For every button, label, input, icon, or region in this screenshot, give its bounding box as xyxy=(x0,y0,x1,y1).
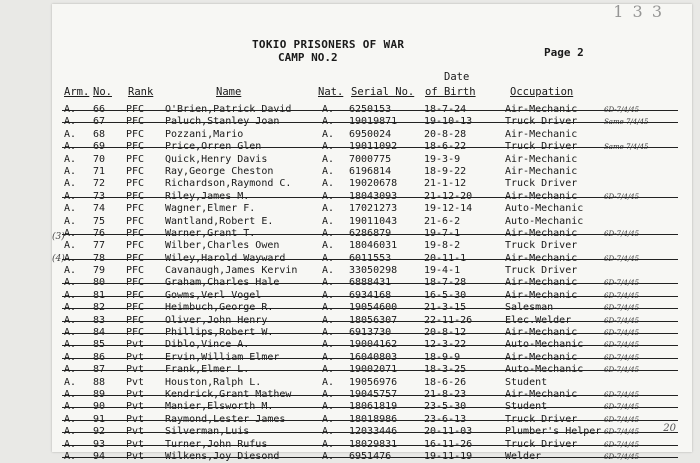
serial-cell: 19019871 xyxy=(349,116,398,128)
birth-date-cell: 23-5-30 xyxy=(424,401,467,413)
birth-date-cell: 20-11-03 xyxy=(424,426,473,438)
name-cell: Oliver,John Henry xyxy=(165,314,268,326)
name-cell: Gowms,Verl Vogel xyxy=(165,289,262,301)
occupation-cell: Truck Driver xyxy=(505,438,578,450)
number-cell: 73 xyxy=(93,190,106,202)
number-cell: 83 xyxy=(93,314,106,326)
rank-cell: PFC xyxy=(126,252,145,264)
nationality-cell: A. xyxy=(322,190,335,202)
occupation-cell: Air-Mechanic xyxy=(505,289,578,301)
handwritten-note: 6D-7/4/45 xyxy=(604,403,640,412)
name-cell: Ray,George Cheston xyxy=(165,165,274,177)
occupation-cell: Truck Driver xyxy=(505,265,578,277)
serial-cell: 18029831 xyxy=(349,438,398,450)
table-row xyxy=(64,178,684,190)
arm-cell: A. xyxy=(64,314,77,326)
number-cell: 80 xyxy=(93,277,106,289)
nationality-cell: A. xyxy=(322,413,335,425)
rank-cell: Pvt xyxy=(126,413,145,425)
birth-date-cell: 19-10-13 xyxy=(424,116,473,128)
handwritten-note: 6D-7/4/45 xyxy=(604,291,640,300)
number-cell: 77 xyxy=(93,240,106,252)
document-page xyxy=(52,2,692,462)
rank-cell: PFC xyxy=(126,165,145,177)
name-cell: Phillips,Robert W. xyxy=(165,327,274,339)
rank-cell: PFC xyxy=(126,190,145,202)
name-cell: Houston,Ralph L. xyxy=(165,376,262,388)
birth-date-cell: 12-3-22 xyxy=(424,339,467,351)
arm-cell: A. xyxy=(64,203,77,215)
arm-cell: A. xyxy=(64,165,77,177)
birth-date-cell: 20-8-28 xyxy=(424,128,467,140)
arm-cell: A. xyxy=(64,388,77,400)
table-row xyxy=(64,414,684,426)
arm-cell: A. xyxy=(64,252,77,264)
rank-cell: Pvt xyxy=(126,351,145,363)
rank-cell: PFC xyxy=(126,302,145,314)
name-cell: Pozzani,Mario xyxy=(165,128,244,140)
number-cell: 90 xyxy=(93,401,106,413)
serial-cell: 19056976 xyxy=(349,376,398,388)
table-row xyxy=(64,302,684,314)
name-cell: Wilber,Charles Owen xyxy=(165,240,280,252)
column-header-rank: Rank xyxy=(128,86,154,98)
table-row xyxy=(64,352,684,364)
nationality-cell: A. xyxy=(322,215,335,227)
birth-date-cell: 16-11-26 xyxy=(424,438,473,450)
table-row xyxy=(64,166,684,178)
table-row xyxy=(64,389,684,401)
birth-date-cell: 21-1-12 xyxy=(424,178,467,190)
table-row xyxy=(64,154,684,166)
birth-date-cell: 18-7-24 xyxy=(424,104,467,115)
serial-cell: 19002071 xyxy=(349,364,398,376)
serial-cell: 12033446 xyxy=(349,426,398,438)
number-cell: 92 xyxy=(93,426,106,438)
nationality-cell: A. xyxy=(322,401,335,413)
table-row xyxy=(64,253,684,265)
number-cell: 88 xyxy=(93,376,106,388)
occupation-cell: Salesman xyxy=(505,302,554,314)
birth-date-cell: 18-7-28 xyxy=(424,277,467,289)
serial-cell: 19011092 xyxy=(349,141,398,153)
serial-cell: 19011043 xyxy=(349,215,398,227)
nationality-cell: A. xyxy=(322,351,335,363)
handwritten-note: 6D-7/4/45 xyxy=(604,390,640,399)
name-cell: Frank,Elmer L. xyxy=(165,364,250,376)
footer-page-mark: 20 xyxy=(663,423,676,434)
column-header-nat: Nat. xyxy=(318,86,344,98)
rank-cell: PFC xyxy=(126,314,145,326)
number-cell: 79 xyxy=(93,265,106,277)
number-cell: 84 xyxy=(93,327,106,339)
occupation-cell: Air-Mechanic xyxy=(505,104,578,115)
number-cell: 85 xyxy=(93,339,106,351)
nationality-cell: A. xyxy=(322,165,335,177)
arm-cell: A. xyxy=(64,289,77,301)
occupation-cell: Air-Mechanic xyxy=(505,190,578,202)
page-number: Page 2 xyxy=(544,46,584,59)
margin-mark-3: (3) xyxy=(52,232,65,242)
serial-cell: 6934168 xyxy=(349,289,392,301)
number-cell: 94 xyxy=(93,450,106,462)
occupation-cell: Truck Driver xyxy=(505,141,578,153)
arm-cell: A. xyxy=(64,141,77,153)
name-cell: Warner,Grant T. xyxy=(165,227,256,239)
arm-cell: A. xyxy=(64,190,77,202)
number-cell: 72 xyxy=(93,178,106,190)
rank-cell: Pvt xyxy=(126,401,145,413)
rank-cell: PFC xyxy=(126,116,145,128)
nationality-cell: A. xyxy=(322,178,335,190)
name-cell: Wiley,Harold Wayward xyxy=(165,252,286,264)
handwritten-note: 6D-7/4/45 xyxy=(604,304,640,313)
table-row xyxy=(64,364,684,376)
handwritten-note: 6D-7/4/45 xyxy=(604,192,640,201)
occupation-cell: Air-Mechanic xyxy=(505,252,578,264)
column-header-arm: Arm. xyxy=(64,86,90,98)
birth-date-cell: 16-5-30 xyxy=(424,289,467,301)
arm-cell: A. xyxy=(64,426,77,438)
number-cell: 87 xyxy=(93,364,106,376)
serial-cell: 7000775 xyxy=(349,153,392,165)
arm-cell: A. xyxy=(64,227,77,239)
name-cell: Paluch,Stanley Joan xyxy=(165,116,280,128)
birth-date-cell: 20-11-1 xyxy=(424,252,467,264)
handwritten-note: 6D-7/4/45 xyxy=(604,428,640,437)
arm-cell: A. xyxy=(64,265,77,277)
nationality-cell: A. xyxy=(322,203,335,215)
rank-cell: Pvt xyxy=(126,339,145,351)
number-cell: 89 xyxy=(93,388,106,400)
prisoner-table xyxy=(64,104,684,463)
rank-cell: Pvt xyxy=(126,388,145,400)
rank-cell: Pvt xyxy=(126,438,145,450)
occupation-cell: Air-Mechanic xyxy=(505,227,578,239)
occupation-cell: Air-Mechanic xyxy=(505,327,578,339)
table-row xyxy=(64,327,684,339)
nationality-cell: A. xyxy=(322,128,335,140)
handwritten-note: 6D-7/4/45 xyxy=(604,254,640,263)
serial-cell: 6888431 xyxy=(349,277,392,289)
name-cell: Heimbuch,George R. xyxy=(165,302,274,314)
serial-cell: 18046031 xyxy=(349,240,398,252)
serial-cell: 6951476 xyxy=(349,450,392,462)
name-cell: Silverman,Luis xyxy=(165,426,250,438)
nationality-cell: A. xyxy=(322,376,335,388)
number-cell: 93 xyxy=(93,438,106,450)
rank-cell: PFC xyxy=(126,327,145,339)
handwritten-note: 6D-7/4/45 xyxy=(604,229,640,238)
occupation-cell: Air-Mechanic xyxy=(505,277,578,289)
rank-cell: Pvt xyxy=(126,364,145,376)
arm-cell: A. xyxy=(64,339,77,351)
occupation-cell: Elec.Welder xyxy=(505,314,572,326)
table-row xyxy=(64,315,684,327)
name-cell: Ervin,William Elmer xyxy=(165,351,280,363)
number-cell: 70 xyxy=(93,153,106,165)
rank-cell: PFC xyxy=(126,141,145,153)
rank-cell: PFC xyxy=(126,277,145,289)
handwritten-note: Same 7/4/45 xyxy=(604,143,649,152)
birth-date-cell: 23-6-13 xyxy=(424,413,467,425)
birth-date-cell: 19-11-19 xyxy=(424,450,473,462)
arm-cell: A. xyxy=(64,302,77,314)
table-row xyxy=(64,377,684,389)
handwritten-note: 6D-7/4/45 xyxy=(604,106,640,114)
serial-cell: 6286879 xyxy=(349,227,392,239)
occupation-cell: Student xyxy=(505,401,548,413)
name-cell: Wilkens,Joy Diesond xyxy=(165,450,280,462)
occupation-cell: Truck Driver xyxy=(505,240,578,252)
arm-cell: A. xyxy=(64,240,77,252)
column-header-name: Name xyxy=(216,86,242,98)
birth-date-cell: 19-3-9 xyxy=(424,153,461,165)
nationality-cell: A. xyxy=(322,426,335,438)
number-cell: 78 xyxy=(93,252,106,264)
nationality-cell: A. xyxy=(322,252,335,264)
name-cell: Graham,Charles Hale xyxy=(165,277,280,289)
birth-date-cell: 18-6-26 xyxy=(424,376,467,388)
rank-cell: Pvt xyxy=(126,426,145,438)
table-row xyxy=(64,426,684,438)
birth-date-cell: 19-8-2 xyxy=(424,240,461,252)
number-cell: 75 xyxy=(93,215,106,227)
birth-date-cell: 21-6-2 xyxy=(424,215,461,227)
name-cell: Turner,John Rufus xyxy=(165,438,268,450)
nationality-cell: A. xyxy=(322,388,335,400)
column-header-date-bottom: of Birth xyxy=(425,86,476,98)
serial-cell: 6913730 xyxy=(349,327,392,339)
occupation-cell: Air-Mechanic xyxy=(505,388,578,400)
birth-date-cell: 18-6-22 xyxy=(424,141,467,153)
arm-cell: A. xyxy=(64,104,77,115)
nationality-cell: A. xyxy=(322,314,335,326)
document-title: TOKIO PRISONERS OF WAR xyxy=(252,38,405,51)
serial-cell: 19004162 xyxy=(349,339,398,351)
nationality-cell: A. xyxy=(322,116,335,128)
name-cell: Riley,James M. xyxy=(165,190,250,202)
arm-cell: A. xyxy=(64,178,77,190)
name-cell: Cavanaugh,James Kervin xyxy=(165,265,298,277)
birth-date-cell: 20-8-12 xyxy=(424,327,467,339)
arm-cell: A. xyxy=(64,401,77,413)
birth-date-cell: 18-9-22 xyxy=(424,165,467,177)
serial-cell: 19054600 xyxy=(349,302,398,314)
birth-date-cell: 19-7-1 xyxy=(424,227,461,239)
serial-cell: 16040803 xyxy=(349,351,398,363)
margin-mark-4: (4) xyxy=(52,254,65,264)
occupation-cell: Student xyxy=(505,376,548,388)
serial-cell: 17021273 xyxy=(349,203,398,215)
rank-cell: Pvt xyxy=(126,450,145,462)
name-cell: O'Brien,Patrick David xyxy=(165,104,292,115)
nationality-cell: A. xyxy=(322,289,335,301)
table-row xyxy=(64,104,684,116)
nationality-cell: A. xyxy=(322,327,335,339)
occupation-cell: Auto-Mechanic xyxy=(505,364,584,376)
number-cell: 66 xyxy=(93,104,106,115)
column-header-occupation: Occupation xyxy=(510,86,574,98)
table-row xyxy=(64,339,684,351)
table-row xyxy=(64,216,684,228)
serial-cell: 19045757 xyxy=(349,388,398,400)
arm-cell: A. xyxy=(64,128,77,140)
arm-cell: A. xyxy=(64,376,77,388)
name-cell: Diblo,Vince A. xyxy=(165,339,250,351)
number-cell: 69 xyxy=(93,141,106,153)
rank-cell: PFC xyxy=(126,227,145,239)
number-cell: 71 xyxy=(93,165,106,177)
rank-cell: PFC xyxy=(126,153,145,165)
name-cell: Price,Orren Glen xyxy=(165,141,262,153)
rank-cell: PFC xyxy=(126,178,145,190)
nationality-cell: A. xyxy=(322,141,335,153)
table-row xyxy=(64,439,684,451)
rank-cell: PFC xyxy=(126,289,145,301)
handwritten-note: 6D-7/4/45 xyxy=(604,353,640,362)
occupation-cell: Truck Driver xyxy=(505,116,578,128)
arm-cell: A. xyxy=(64,277,77,289)
occupation-cell: Auto-Mechanic xyxy=(505,203,584,215)
birth-date-cell: 21-3-15 xyxy=(424,302,467,314)
occupation-cell: Air-Mechanic xyxy=(505,153,578,165)
name-cell: Quick,Henry Davis xyxy=(165,153,268,165)
table-row xyxy=(64,228,684,240)
serial-cell: 18056307 xyxy=(349,314,398,326)
number-cell: 81 xyxy=(93,289,106,301)
name-cell: Raymond,Lester James xyxy=(165,413,286,425)
column-header-no: No. xyxy=(93,86,112,98)
column-header-serial: Serial No. xyxy=(351,86,415,98)
serial-cell: 33050298 xyxy=(349,265,398,277)
number-cell: 91 xyxy=(93,413,106,425)
occupation-cell: Welder xyxy=(505,450,542,462)
handwritten-note: 6D-7/4/45 xyxy=(604,366,640,375)
nationality-cell: A. xyxy=(322,240,335,252)
number-cell: 74 xyxy=(93,203,106,215)
arm-cell: A. xyxy=(64,450,77,462)
occupation-cell: Air-Mechanic xyxy=(505,165,578,177)
nationality-cell: A. xyxy=(322,104,335,115)
document-subtitle: CAMP NO.2 xyxy=(278,51,338,64)
arm-cell: A. xyxy=(64,438,77,450)
serial-cell: 6250153 xyxy=(349,104,392,115)
rank-cell: PFC xyxy=(126,215,145,227)
table-row xyxy=(64,277,684,289)
number-cell: 68 xyxy=(93,128,106,140)
birth-date-cell: 21-8-23 xyxy=(424,388,467,400)
handwritten-note: 6D-7/4/45 xyxy=(604,440,640,449)
rank-cell: PFC xyxy=(126,203,145,215)
nationality-cell: A. xyxy=(322,153,335,165)
handwritten-note: 6D-7/4/45 xyxy=(604,329,640,338)
arm-cell: A. xyxy=(64,364,77,376)
nationality-cell: A. xyxy=(322,302,335,314)
table-row xyxy=(64,265,684,277)
occupation-cell: Truck Driver xyxy=(505,178,578,190)
table-row xyxy=(64,203,684,215)
table-row xyxy=(64,129,684,141)
serial-cell: 6950024 xyxy=(349,128,392,140)
number-cell: 86 xyxy=(93,351,106,363)
handwritten-note: 6D-7/4/45 xyxy=(604,341,640,350)
occupation-cell: Air-Mechanic xyxy=(505,351,578,363)
number-cell: 76 xyxy=(93,227,106,239)
rank-cell: Pvt xyxy=(126,376,145,388)
rank-cell: PFC xyxy=(126,104,145,115)
occupation-cell: Truck Driver xyxy=(505,413,578,425)
birth-date-cell: 18-9-9 xyxy=(424,351,461,363)
number-cell: 67 xyxy=(93,116,106,128)
arm-cell: A. xyxy=(64,413,77,425)
serial-cell: 6011553 xyxy=(349,252,392,264)
arm-cell: A. xyxy=(64,215,77,227)
corner-stamp: 1 3 3 xyxy=(613,2,664,21)
nationality-cell: A. xyxy=(322,265,335,277)
birth-date-cell: 22-11-26 xyxy=(424,314,473,326)
name-cell: Wantland,Robert E. xyxy=(165,215,274,227)
handwritten-note: 6D-7/4/45 xyxy=(604,415,640,424)
nationality-cell: A. xyxy=(322,450,335,462)
rank-cell: PFC xyxy=(126,265,145,277)
birth-date-cell: 18-3-25 xyxy=(424,364,467,376)
birth-date-cell: 21-12-20 xyxy=(424,190,473,202)
occupation-cell: Auto-Mechanic xyxy=(505,215,584,227)
occupation-cell: Air-Mechanic xyxy=(505,128,578,140)
table-row xyxy=(64,290,684,302)
table-row xyxy=(64,116,684,128)
name-cell: Manier,Elsworth M. xyxy=(165,401,274,413)
number-cell: 82 xyxy=(93,302,106,314)
arm-cell: A. xyxy=(64,327,77,339)
rank-cell: PFC xyxy=(126,128,145,140)
occupation-cell: Auto-Mechanic xyxy=(505,339,584,351)
name-cell: Kendrick,Grant Mathew xyxy=(165,388,292,400)
handwritten-note: Same 7/4/45 xyxy=(604,118,649,127)
nationality-cell: A. xyxy=(322,277,335,289)
nationality-cell: A. xyxy=(322,438,335,450)
name-cell: Wagner,Elmer F. xyxy=(165,203,256,215)
serial-cell: 18018986 xyxy=(349,413,398,425)
handwritten-note: 6D-7/4/45 xyxy=(604,452,640,461)
table-row xyxy=(64,451,684,463)
name-cell: Richardson,Raymond C. xyxy=(165,178,292,190)
arm-cell: A. xyxy=(64,116,77,128)
rank-cell: PFC xyxy=(126,240,145,252)
serial-cell: 6196814 xyxy=(349,165,392,177)
nationality-cell: A. xyxy=(322,227,335,239)
serial-cell: 18061819 xyxy=(349,401,398,413)
table-row xyxy=(64,191,684,203)
handwritten-note: 6D-7/4/45 xyxy=(604,279,640,288)
table-row xyxy=(64,401,684,413)
table-row xyxy=(64,141,684,153)
arm-cell: A. xyxy=(64,153,77,165)
nationality-cell: A. xyxy=(322,364,335,376)
handwritten-note: 6D-7/4/45 xyxy=(604,316,640,325)
serial-cell: 19020678 xyxy=(349,178,398,190)
table-row xyxy=(64,240,684,252)
column-header-date-top: Date xyxy=(444,71,470,83)
serial-cell: 18043093 xyxy=(349,190,398,202)
birth-date-cell: 19-12-14 xyxy=(424,203,473,215)
nationality-cell: A. xyxy=(322,339,335,351)
arm-cell: A. xyxy=(64,351,77,363)
occupation-cell: Plumber's Helper xyxy=(505,426,602,438)
birth-date-cell: 19-4-1 xyxy=(424,265,461,277)
